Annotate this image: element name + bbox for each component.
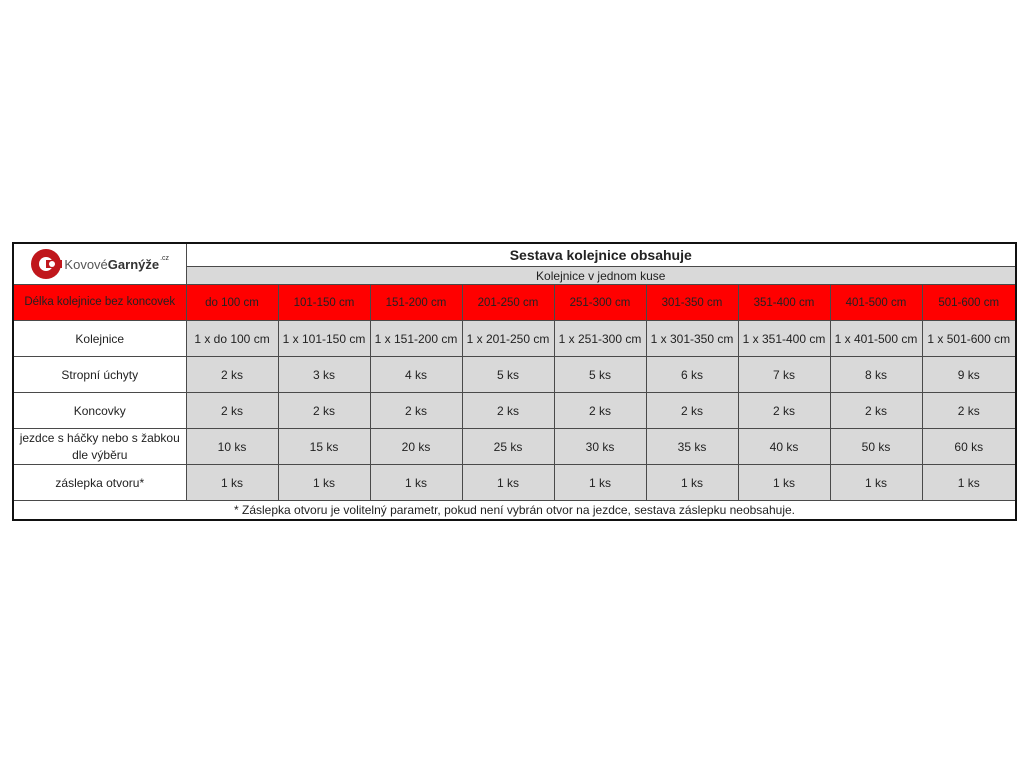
header-row — [13, 285, 1016, 321]
table-cell: 2 ks — [830, 393, 922, 429]
table-cell: 1 ks — [462, 465, 554, 501]
table-title: Sestava kolejnice obsahuje — [186, 243, 1016, 267]
logo — [14, 244, 186, 284]
table-row — [13, 357, 1016, 393]
header-label: Délka kolejnice bez koncovek — [13, 285, 186, 321]
table-cell: 1 ks — [370, 465, 462, 501]
rail-set-table — [12, 242, 1017, 521]
table-cell: 35 ks — [646, 429, 738, 465]
table-cell: 2 ks — [186, 393, 278, 429]
spec-sheet — [12, 242, 1015, 521]
table-cell: 15 ks — [278, 429, 370, 465]
table-cell: 1 x 351-400 cm — [738, 321, 830, 357]
table-cell: 1 x 401-500 cm — [830, 321, 922, 357]
table-cell: 1 x 251-300 cm — [554, 321, 646, 357]
table-cell: 1 ks — [646, 465, 738, 501]
table-cell: 1 x 101-150 cm — [278, 321, 370, 357]
row-label: Koncovky — [13, 393, 186, 429]
row-label: Stropní úchyty — [13, 357, 186, 393]
table-cell: 2 ks — [462, 393, 554, 429]
row-label: jezdce s háčky nebo s žabkou dle výběru — [13, 429, 186, 465]
table-cell: 40 ks — [738, 429, 830, 465]
table-cell: 2 ks — [738, 393, 830, 429]
footnote-row — [13, 501, 1016, 521]
table-cell: 1 x 501-600 cm — [922, 321, 1016, 357]
header-length-col: 151-200 cm — [370, 285, 462, 321]
table-cell: 1 ks — [830, 465, 922, 501]
table-cell: 3 ks — [278, 357, 370, 393]
logo-text — [64, 254, 170, 272]
table-cell: 1 ks — [186, 465, 278, 501]
table-cell: 8 ks — [830, 357, 922, 393]
logo-text-light: Kovové — [64, 256, 108, 272]
logo-text-bold: Garnýže — [107, 256, 160, 272]
header-length-col: 101-150 cm — [278, 285, 370, 321]
table-subtitle: Kolejnice v jednom kuse — [186, 267, 1016, 285]
table-cell: 20 ks — [370, 429, 462, 465]
logo-cell — [13, 243, 186, 285]
table-cell: 2 ks — [554, 393, 646, 429]
table-cell: 7 ks — [738, 357, 830, 393]
table-cell: 10 ks — [186, 429, 278, 465]
table-cell: 30 ks — [554, 429, 646, 465]
table-cell: 2 ks — [278, 393, 370, 429]
table-cell: 1 ks — [278, 465, 370, 501]
table-cell: 2 ks — [370, 393, 462, 429]
table-cell: 1 ks — [554, 465, 646, 501]
logo-text-domain: .cz — [160, 254, 170, 262]
header-length-col: do 100 cm — [186, 285, 278, 321]
table-cell: 25 ks — [462, 429, 554, 465]
table-cell: 1 ks — [738, 465, 830, 501]
table-cell: 5 ks — [554, 357, 646, 393]
table-cell: 1 x 301-350 cm — [646, 321, 738, 357]
footnote: * Záslepka otvoru je volitelný parametr, pokud není vybrán otvor na jezdce, sestava záslepku neobsahuje. — [13, 501, 1016, 521]
header-length-col: 201-250 cm — [462, 285, 554, 321]
header-length-col: 301-350 cm — [646, 285, 738, 321]
header-length-col: 501-600 cm — [922, 285, 1016, 321]
header-length-col: 401-500 cm — [830, 285, 922, 321]
table-cell: 1 x 151-200 cm — [370, 321, 462, 357]
table-cell: 2 ks — [922, 393, 1016, 429]
table-cell: 2 ks — [646, 393, 738, 429]
row-label: záslepka otvoru* — [13, 465, 186, 501]
table-cell: 1 ks — [922, 465, 1016, 501]
table-cell: 2 ks — [186, 357, 278, 393]
table-cell: 1 x 201-250 cm — [462, 321, 554, 357]
table-cell: 6 ks — [646, 357, 738, 393]
row-label: Kolejnice — [13, 321, 186, 357]
table-row — [13, 429, 1016, 465]
table-cell: 50 ks — [830, 429, 922, 465]
logo-c-mark-icon — [30, 248, 62, 280]
table-cell: 1 x do 100 cm — [186, 321, 278, 357]
table-row — [13, 393, 1016, 429]
table-cell: 5 ks — [462, 357, 554, 393]
table-cell: 4 ks — [370, 357, 462, 393]
table-row — [13, 321, 1016, 357]
header-length-col: 251-300 cm — [554, 285, 646, 321]
header-length-col: 351-400 cm — [738, 285, 830, 321]
table-cell: 9 ks — [922, 357, 1016, 393]
table-row — [13, 465, 1016, 501]
table-cell: 60 ks — [922, 429, 1016, 465]
